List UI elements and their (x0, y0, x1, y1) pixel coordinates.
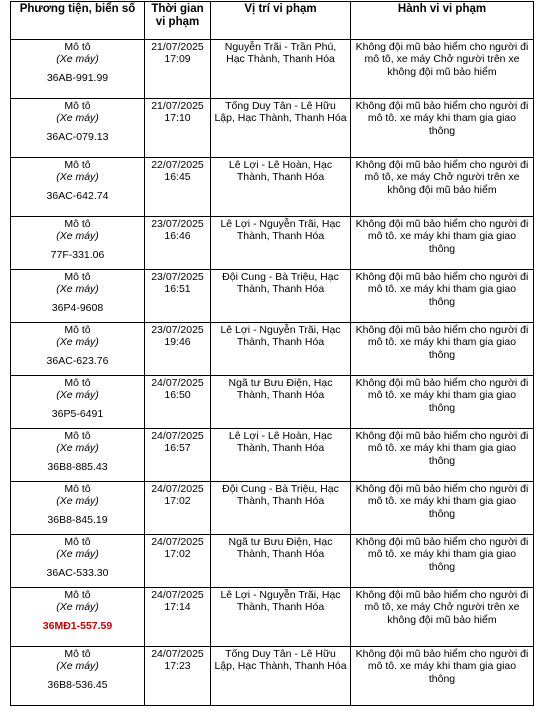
violations-table (10, 1, 534, 706)
violation-date: 24/07/2025 (151, 648, 204, 660)
license-plate: 77F-331.06 (50, 248, 105, 261)
vehicle-type: Mô tô (64, 271, 91, 283)
license-plate: 36B8-845.19 (47, 513, 108, 526)
vehicle-cell (11, 158, 145, 217)
violation-date: 22/07/2025 (151, 159, 204, 171)
vehicle-subtype: (Xe máy) (56, 336, 99, 349)
vehicle-cell (11, 482, 145, 535)
location-cell: Nguyễn Trãi - Trần Phú, Hạc Thành, Thanh Hóa (211, 40, 351, 99)
violation-time: 16:51 (164, 283, 191, 296)
license-plate: 36AC-623.76 (46, 354, 109, 367)
location-cell: Lê Lợi - Lê Hoàn, Hạc Thành, Thanh Hóa (211, 158, 351, 217)
violation-date: 24/07/2025 (151, 377, 204, 389)
vehicle-type: Mô tô (64, 483, 91, 495)
vehicle-cell (11, 535, 145, 588)
table-row (11, 647, 534, 706)
header-time: Thời gian vi phạm (145, 2, 211, 40)
header-vehicle: Phương tiện, biển số (11, 2, 145, 40)
table-row (11, 99, 534, 158)
violation-cell: Không đội mũ bảo hiểm cho người đi mô tô. xe máy khi tham gia giao thông (351, 217, 534, 270)
vehicle-subtype: (Xe máy) (56, 283, 99, 296)
license-plate: 36P4-9608 (51, 301, 104, 314)
violation-date: 24/07/2025 (151, 430, 204, 442)
table-row (11, 535, 534, 588)
table-row (11, 217, 534, 270)
vehicle-type: Mô tô (64, 41, 91, 53)
vehicle-subtype: (Xe máy) (56, 548, 99, 561)
license-plate: 36AC-533.30 (46, 566, 109, 579)
violation-date: 23/07/2025 (151, 324, 204, 336)
license-plate: 36B8-885.43 (47, 460, 108, 473)
vehicle-cell (11, 429, 145, 482)
violation-time: 16:45 (164, 171, 191, 184)
violation-date: 21/07/2025 (151, 100, 204, 112)
header-violation: Hành vi vi phạm (351, 2, 534, 40)
vehicle-cell (11, 217, 145, 270)
violation-cell: Không đội mũ bảo hiểm cho người đi mô tô, xe máy Chở người trên xe không đội mũ bảo hiểm (351, 588, 534, 647)
time-cell (145, 99, 211, 158)
license-plate: 36MĐ1-557.59 (42, 619, 113, 632)
vehicle-subtype: (Xe máy) (56, 171, 99, 184)
time-cell (145, 217, 211, 270)
vehicle-type: Mô tô (64, 324, 91, 336)
time-cell (145, 323, 211, 376)
location-cell: Lê Lợi - Nguyễn Trãi, Hạc Thành, Thanh Hóa (211, 323, 351, 376)
vehicle-cell (11, 376, 145, 429)
license-plate: 36P5-6491 (51, 407, 104, 420)
time-cell (145, 376, 211, 429)
violation-cell: Không đội mũ bảo hiểm cho người đi mô tô. xe máy khi tham gia giao thông (351, 323, 534, 376)
location-cell: Đội Cung - Bà Triệu, Hạc Thành, Thanh Hóa (211, 270, 351, 323)
violation-cell: Không đội mũ bảo hiểm cho người đi mô tô, xe máy Chở người trên xe không đội mũ bảo hiểm (351, 158, 534, 217)
vehicle-subtype: (Xe máy) (56, 660, 99, 673)
violation-cell: Không đội mũ bảo hiểm cho người đi mô tô. xe máy khi tham gia giao thông (351, 270, 534, 323)
header-location: Vị trí vi phạm (211, 2, 351, 40)
table-header-row (11, 2, 534, 40)
violation-time: 17:02 (164, 495, 191, 508)
table-row (11, 40, 534, 99)
violation-cell: Không đội mũ bảo hiểm cho người đi mô tô. xe máy khi tham gia giao thông (351, 647, 534, 706)
violation-date: 23/07/2025 (151, 271, 204, 283)
table-row (11, 270, 534, 323)
license-plate: 36AB-991.99 (46, 71, 109, 84)
license-plate: 36B8-536.45 (47, 678, 108, 691)
table-row (11, 158, 534, 217)
violation-date: 24/07/2025 (151, 483, 204, 495)
table-row (11, 429, 534, 482)
location-cell: Ngã tư Bưu Điện, Hạc Thành, Thanh Hóa (211, 376, 351, 429)
vehicle-cell (11, 323, 145, 376)
violation-time: 17:10 (164, 112, 191, 125)
violation-date: 24/07/2025 (151, 589, 204, 601)
vehicle-subtype: (Xe máy) (56, 112, 99, 125)
violation-date: 21/07/2025 (151, 41, 204, 53)
location-cell: Đội Cung - Bà Triệu, Hạc Thành, Thanh Hóa (211, 482, 351, 535)
violation-cell: Không đội mũ bảo hiểm cho người đi mô tô. xe máy khi tham gia giao thông (351, 535, 534, 588)
violation-time: 16:57 (164, 442, 191, 455)
location-cell: Tống Duy Tân - Lê Hữu Lập, Hạc Thành, Thanh Hóa (211, 647, 351, 706)
vehicle-type: Mô tô (64, 536, 91, 548)
vehicle-subtype: (Xe máy) (56, 495, 99, 508)
vehicle-type: Mô tô (64, 589, 91, 601)
vehicle-type: Mô tô (64, 159, 91, 171)
vehicle-type: Mô tô (64, 648, 91, 660)
vehicle-cell (11, 647, 145, 706)
time-cell (145, 158, 211, 217)
violation-date: 23/07/2025 (151, 218, 204, 230)
vehicle-type: Mô tô (64, 218, 91, 230)
vehicle-cell (11, 40, 145, 99)
table-row (11, 482, 534, 535)
table-row (11, 588, 534, 647)
time-cell (145, 40, 211, 99)
vehicle-type: Mô tô (64, 100, 91, 112)
location-cell: Lê Lợi - Nguyễn Trãi, Hạc Thành, Thanh Hóa (211, 588, 351, 647)
violation-cell: Không đội mũ bảo hiểm cho người đi mô tô. xe máy khi tham gia giao thông (351, 99, 534, 158)
vehicle-subtype: (Xe máy) (56, 389, 99, 402)
license-plate: 36AC-642.74 (46, 189, 109, 202)
violation-cell: Không đội mũ bảo hiểm cho người đi mô tô. xe máy khi tham gia giao thông (351, 429, 534, 482)
license-plate: 36AC-079.13 (46, 130, 109, 143)
vehicle-cell (11, 99, 145, 158)
violation-time: 17:14 (164, 601, 191, 614)
location-cell: Lê Lợi - Lê Hoàn, Hạc Thành, Thanh Hóa (211, 429, 351, 482)
violation-time: 19:46 (164, 336, 191, 349)
vehicle-type: Mô tô (64, 430, 91, 442)
vehicle-subtype: (Xe máy) (56, 601, 99, 614)
vehicle-subtype: (Xe máy) (56, 53, 99, 66)
time-cell (145, 535, 211, 588)
vehicle-type: Mô tô (64, 377, 91, 389)
vehicle-cell (11, 270, 145, 323)
time-cell (145, 647, 211, 706)
time-cell (145, 270, 211, 323)
table-row (11, 376, 534, 429)
location-cell: Lê Lợi - Nguyễn Trãi, Hạc Thành, Thanh Hóa (211, 217, 351, 270)
violation-date: 24/07/2025 (151, 536, 204, 548)
violation-time: 16:50 (164, 389, 191, 402)
violation-time: 17:09 (164, 53, 191, 66)
table-row (11, 323, 534, 376)
violation-time: 16:46 (164, 230, 191, 243)
vehicle-subtype: (Xe máy) (56, 230, 99, 243)
violation-time: 17:23 (164, 660, 191, 673)
vehicle-subtype: (Xe máy) (56, 442, 99, 455)
violation-time: 17:02 (164, 548, 191, 561)
violation-cell: Không đội mũ bảo hiểm cho người đi mô tô. xe máy khi tham gia giao thông (351, 376, 534, 429)
location-cell: Tống Duy Tân - Lê Hữu Lập, Hạc Thành, Thanh Hóa (211, 99, 351, 158)
time-cell (145, 588, 211, 647)
location-cell: Ngã tư Bưu Điện, Hạc Thành, Thanh Hóa (211, 535, 351, 588)
vehicle-cell (11, 588, 145, 647)
time-cell (145, 482, 211, 535)
time-cell (145, 429, 211, 482)
violation-cell: Không đội mũ bảo hiểm cho người đi mô tô. xe máy khi tham gia giao thông (351, 482, 534, 535)
violation-cell: Không đội mũ bảo hiểm cho người đi mô tô, xe máy Chở người trên xe không đội mũ bảo hiểm (351, 40, 534, 99)
